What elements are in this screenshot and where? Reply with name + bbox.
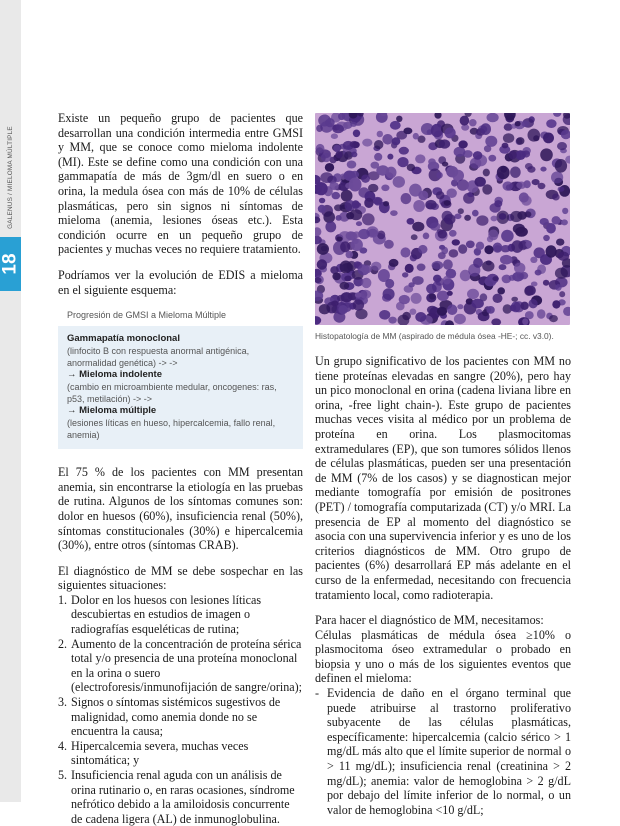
scheme-stage-1-desc: (linfocito B con respuesta anormal antigénica, anormalidad genética) -> ->	[67, 346, 250, 369]
running-head: GALENUS / MIELOMA MÚLTIPLE	[7, 125, 14, 229]
paragraph-dx-criteria: Células plasmáticas de médula ósea ≥10% o plasmocitoma óseo extramedular o probado en biopsia y uno o más de los siguientes eventos que definen el mieloma:	[315, 627, 571, 686]
right-column	[315, 113, 571, 817]
left-column	[58, 111, 303, 826]
list-item: 5. Insuficiencia renal aguda con un análisis de orina rutinario o, en raras ocasiones, síndrome nefrótico debido a la amiloidosis concurrente de cadena ligera (AL) de inmunoglobulina.	[58, 768, 295, 826]
scheme-stage-3-title: → Mieloma múltiple	[67, 405, 157, 417]
list-item: 1. Dolor en los huesos con lesiones líticas descubiertas en estudios de imagen o radiografías esqueléticas de rutina;	[58, 592, 262, 637]
paragraph-indolent-myeloma: Existe un pequeño grupo de pacientes que desarrollan una condición intermedia entre GMSI y MM, que se conoce como mieloma indolente (MI). Este se define como una condición con una gammapatía de más de 3gm/dl en suero o en orina, la medula ósea con más de 10% de células plasmáticas, pero sin signos ni síntomas de mieloma (anemia, lesiones óseas etc.). Esta condición ocurre en un pequeño grupo de pacientes y muchas veces no requiere tratamiento.	[58, 111, 303, 257]
list-item: 2. Aumento de la concentración de proteína sérica total y/o presencia de una proteína monoclonal en la orina o suero (electroforesis/inmunofijación de sangre/orina);	[58, 636, 303, 695]
image-caption: Histopatología de MM (aspirado de médula ósea -HE-; cc. v3.0).	[315, 331, 554, 341]
list-item: - Evidencia de daño en el órgano terminal que puede atribuirse al trastorno proliferativo subyacente de las células plasmáticas, específicamente: hipercalcemia (calcio sérico > 1 mg/dL más alto que el límite superior de normal o > 11 mg/dL); insuficiencia renal (creatinina > 2 mg/dL); anemia: valor de hemoglobina > 2 g/dL por debajo del límite inferior de lo normal, o un valor de hemoglobina <10 g/dL;	[315, 686, 571, 817]
paragraph-light-chain: Un grupo significativo de los pacientes con MM no tiene proteínas elevadas en sangre (20%), pero hay un pico monoclonal en orina (cadena liviana libre en orina, -free light chain-). Este grupo de pacientes muchas veces visita al médico por un problema de proteína en orina. Los plasmocitomas extramedulares (EP), que son tumores sólidos llenos de células plasmáticas, pueden ser una presentación de MM (7% de los casos) y se diagnostican mejor mediante tomografía por emisión de positrones (PET) / tomografía computarizada (CT) y/o MRI. La presencia de EP al momento del diagnóstico se asocia con una supervivencia inferior y es uno de los criterios diagnósticos de MM. Otro grupo de pacientes (6%) desarrollará EP más adelante en el curso de la enfermedad, necesitando con frecuencia tratamiento local, como radioterapia.	[315, 354, 571, 602]
scheme-stage-3-desc: (lesiones líticas en hueso, hipercalcemia, fallo renal, anemia)	[67, 418, 276, 441]
scheme-title: Progresión de GMSI a Mieloma Múltiple	[67, 310, 227, 321]
page-number: 18	[0, 253, 21, 275]
paragraph-anemia: El 75 % de los pacientes con MM presentan anemia, sin encontrarse la etiología en las pruebas de rutina. Algunos de los síntomas comunes son: dolor en huesos (60%), insuficiencia renal (50%), síntomas constitucionales (30%) e hipercalcemia (30%), entre otros (síntomas CRAB).	[58, 465, 303, 553]
histopathology-image	[315, 113, 570, 325]
paragraph-scheme-intro: Podríamos ver la evolución de EDIS a mieloma en el siguiente esquema:	[58, 267, 303, 297]
list-item: 3. Signos o síntomas sistémicos sugestivos de malignidad, como anemia donde no se encuentra la causa;	[58, 695, 281, 739]
scheme-stage-2-title: → Mieloma indolente	[67, 369, 163, 381]
situations-list	[58, 593, 303, 826]
criteria-list	[315, 686, 571, 817]
scheme-stage-1-title: Gammapatía monoclonal	[67, 333, 180, 345]
paragraph-suspect: El diagnóstico de MM se debe sospechar en las siguientes situaciones:	[58, 563, 303, 593]
scheme-box	[58, 326, 303, 449]
list-item: 4. Hipercalcemia severa, muchas veces sintomática; y	[58, 738, 249, 768]
scheme-stage-2-desc: (cambio en microambiente medular, oncogenes: ras, p53, metilación) -> ->	[67, 382, 277, 405]
paragraph-dx-intro: Para hacer el diagnóstico de MM, necesitamos:	[315, 613, 544, 628]
